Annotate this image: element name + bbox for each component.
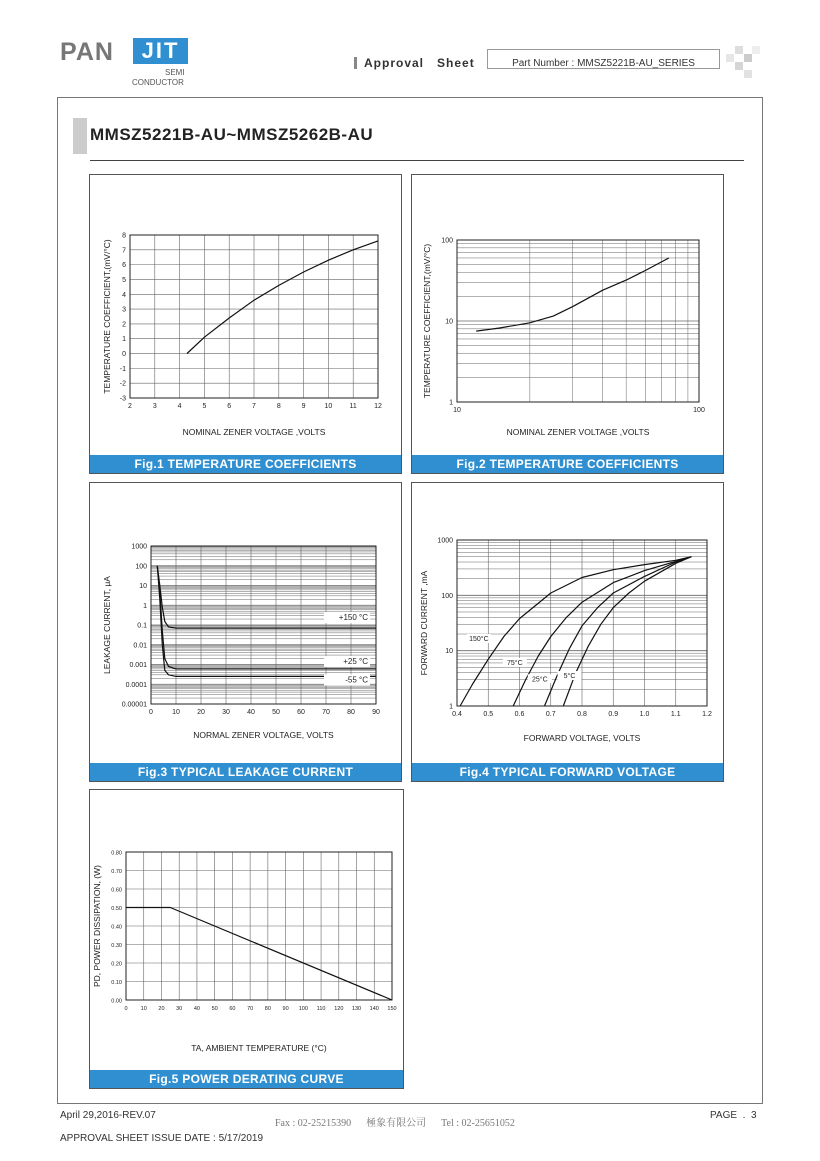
fig5-ytick-label: 0.10 <box>111 980 122 986</box>
fig3-ytick-label: 1 <box>143 602 147 610</box>
fig1-ytick-label: -2 <box>119 380 126 388</box>
footer-page-number: PAGE . 3 <box>710 1110 757 1121</box>
fig2-caption: Fig.2 TEMPERATURE COEFFICIENTS <box>412 455 723 473</box>
fig1-xtick-label: 5 <box>202 403 207 410</box>
fig4-xtick-label: 1.1 <box>670 711 681 718</box>
fig1-chart <box>90 175 401 455</box>
fig2-xaxis-label: NOMINAL ZENER VOLTAGE ,VOLTS <box>506 427 650 437</box>
fig2-grid <box>457 240 699 402</box>
fig4-series-label: 25°C <box>531 676 548 684</box>
fig1-xtick-label: 12 <box>374 403 382 410</box>
fig4-xtick-label: 0.5 <box>483 711 494 718</box>
fig2-yaxis-label: TEMPERATURE COEFFICIENT,(mV/°C) <box>422 243 432 399</box>
fig5-grid <box>126 852 392 1000</box>
fig2-panel <box>411 174 724 474</box>
fig3-panel <box>89 482 402 782</box>
fig5-xtick-label: 130 <box>351 1006 362 1012</box>
fig3-ytick-label: 0.00001 <box>121 701 147 709</box>
fig4-ytick-label: 1000 <box>437 537 453 545</box>
fig3-xtick-label: 40 <box>247 709 255 716</box>
fig5-xtick-label: 90 <box>282 1006 289 1012</box>
logo-conductor: CONDUCTOR <box>132 78 184 87</box>
fig1-xaxis-label: NOMINAL ZENER VOLTAGE ,VOLTS <box>182 427 326 437</box>
fig3-caption: Fig.3 TYPICAL LEAKAGE CURRENT <box>90 763 401 781</box>
fig4-series-label: 75°C <box>506 660 523 668</box>
fig1-ytick-label: -1 <box>119 365 126 373</box>
fig1-ytick-label: 5 <box>122 276 126 284</box>
fig1-xtick-label: 6 <box>227 403 232 410</box>
fig4-series-line-3 <box>563 557 691 706</box>
fig1-ytick-label: 0 <box>122 351 126 359</box>
fig1-xtick-label: 4 <box>177 403 182 410</box>
fig1-xtick-label: 2 <box>128 403 132 410</box>
fig1-grid <box>130 235 378 398</box>
title-marker <box>73 118 87 154</box>
fig3-chart <box>90 483 401 763</box>
fig5-ytick-label: 0.80 <box>111 850 122 857</box>
footer-contact: Fax : 02-25215390 極象有限公司 Tel : 02-25651052 <box>275 1118 515 1129</box>
fig1-ytick-label: 8 <box>122 232 126 240</box>
fig1-xtick-label: 3 <box>152 403 157 410</box>
fig1-series-line-0 <box>187 241 378 354</box>
fig4-chart <box>412 483 723 763</box>
fig1-xtick-label: 11 <box>349 403 357 410</box>
fig1-ytick-label: 6 <box>122 262 126 270</box>
footer-date-rev: April 29,2016-REV.07 <box>60 1110 156 1121</box>
fig1-caption: Fig.1 TEMPERATURE COEFFICIENTS <box>90 455 401 473</box>
fig1-ytick-label: 3 <box>122 306 126 314</box>
fig4-series-label: 5°C <box>563 673 576 681</box>
fig3-ytick-label: 0.0001 <box>125 681 147 689</box>
fig4-ytick-label: 10 <box>445 648 453 656</box>
logo-pan: PAN <box>60 38 114 66</box>
fig4-series-line-0 <box>460 557 691 706</box>
fig5-ytick-label: 0.00 <box>111 998 122 1005</box>
logo-semi: SEMI <box>165 68 185 77</box>
fig3-ytick-label: 0.001 <box>129 662 147 669</box>
fig5-caption: Fig.5 POWER DERATING CURVE <box>90 1070 403 1088</box>
fig5-ytick-label: 0.20 <box>111 961 122 968</box>
fig5-xtick-label: 50 <box>211 1006 218 1012</box>
fig4-series-label: 150°C <box>469 635 489 643</box>
fig5-yaxis-label: PD, POWER DISSIPATION, (W) <box>92 865 102 987</box>
fig1-xtick-label: 7 <box>252 403 256 410</box>
fig4-ytick-label: 100 <box>441 592 453 600</box>
fig5-ytick-label: 0.70 <box>111 869 122 875</box>
fig5-xtick-label: 100 <box>298 1006 308 1012</box>
fig1-ytick-label: 7 <box>122 247 126 255</box>
fig5-xtick-label: 40 <box>193 1006 200 1012</box>
title-rule <box>90 160 744 161</box>
fig4-xtick-label: 0.9 <box>608 711 619 718</box>
fig5-ytick-label: 0.30 <box>111 943 122 949</box>
fig3-xtick-label: 60 <box>297 709 305 716</box>
fig2-xtick-label: 10 <box>453 407 461 414</box>
fig5-ytick-label: 0.60 <box>111 887 122 894</box>
fig5-xtick-label: 60 <box>229 1006 236 1012</box>
fig1-ytick-label: 4 <box>122 291 126 299</box>
fig5-ytick-label: 0.40 <box>111 924 122 931</box>
fig5-series-line-0 <box>126 908 392 1001</box>
fig3-yaxis-label: LEAKAGE CURRENT, μA <box>102 576 112 674</box>
fig1-yaxis-label: TEMPERATURE COEFFICIENT,(mV/°C) <box>102 239 112 394</box>
fig3-ytick-label: 0.1 <box>137 622 147 630</box>
fig3-series-label: -55 °C <box>345 675 368 685</box>
fig1-panel <box>89 174 402 474</box>
fig5-xaxis-label: TA, AMBIENT TEMPERATURE (°C) <box>191 1043 327 1053</box>
approval-bar <box>354 57 357 69</box>
fig4-panel <box>411 482 724 782</box>
fig1-xtick-label: 8 <box>276 403 281 410</box>
fig4-xtick-label: 0.7 <box>545 711 556 718</box>
fig3-xtick-label: 20 <box>197 709 205 716</box>
fig2-ytick-label: 10 <box>445 318 453 326</box>
fig4-xtick-label: 1.2 <box>702 711 712 718</box>
fig3-xtick-label: 30 <box>222 709 230 716</box>
part-number-box: Part Number : MMSZ5221B-AU_SERIES <box>487 49 720 69</box>
fig5-xtick-label: 70 <box>247 1006 254 1012</box>
logo-jit: JIT <box>133 38 188 64</box>
fig3-ytick-label: 10 <box>139 583 147 590</box>
fig5-xtick-label: 30 <box>176 1006 183 1012</box>
fig5-xtick-label: 0 <box>124 1006 128 1012</box>
fig2-ytick-label: 100 <box>441 237 453 245</box>
fig4-series-line-2 <box>545 557 692 706</box>
fig1-ytick-label: 2 <box>122 321 126 329</box>
approval-sheet-label: Approval Sheet <box>364 56 475 70</box>
fig3-ytick-label: 0.01 <box>133 642 147 650</box>
fig4-yaxis-label: FORWARD CURRENT ,mA <box>419 570 429 676</box>
fig1-ytick-label: -3 <box>119 395 126 403</box>
fig5-xtick-label: 140 <box>369 1006 379 1012</box>
fig3-xaxis-label: NORMAL ZENER VOLTAGE, VOLTS <box>193 730 334 740</box>
fig5-chart <box>90 790 403 1070</box>
fig3-xtick-label: 80 <box>347 709 355 716</box>
fig5-xtick-label: 10 <box>140 1006 147 1012</box>
fig3-xtick-label: 0 <box>149 709 153 716</box>
page-title: MMSZ5221B-AU~MMSZ5262B-AU <box>90 125 374 144</box>
fig4-ytick-label: 1 <box>449 703 453 711</box>
fig5-ytick-label: 0.50 <box>111 906 122 912</box>
fig3-xtick-label: 10 <box>172 709 180 716</box>
fig3-ytick-label: 100 <box>135 563 147 571</box>
fig1-xtick-label: 9 <box>301 403 306 410</box>
fig1-xtick-label: 10 <box>324 403 333 410</box>
fig2-chart <box>412 175 723 455</box>
footer-issue-date: APPROVAL SHEET ISSUE DATE : 5/17/2019 <box>60 1133 264 1144</box>
fig4-series-line-1 <box>513 557 691 706</box>
fig5-xtick-label: 150 <box>387 1006 397 1012</box>
fig3-xtick-label: 90 <box>372 709 380 716</box>
fig5-xtick-label: 110 <box>316 1006 326 1012</box>
fig3-ytick-label: 1000 <box>131 543 147 551</box>
fig2-xtick-label: 100 <box>693 407 705 414</box>
fig3-xtick-label: 50 <box>272 709 280 716</box>
fig5-xtick-label: 80 <box>264 1006 271 1012</box>
fig4-xtick-label: 0.8 <box>577 711 587 718</box>
fig4-caption: Fig.4 TYPICAL FORWARD VOLTAGE <box>412 763 723 781</box>
fig2-ytick-label: 1 <box>449 399 453 407</box>
fig3-series-label: +150 °C <box>338 613 368 623</box>
fig5-panel <box>89 789 404 1089</box>
fig4-xtick-label: 0.4 <box>452 711 462 718</box>
fig5-xtick-label: 20 <box>158 1006 165 1012</box>
fig3-xtick-label: 70 <box>322 709 330 716</box>
fig5-xtick-label: 120 <box>334 1006 344 1012</box>
fig3-series-label: +25 °C <box>343 656 368 666</box>
fig1-ytick-label: 1 <box>122 336 126 344</box>
fig4-xtick-label: 1.0 <box>639 711 650 718</box>
fig4-xtick-label: 0.6 <box>514 711 525 718</box>
fig4-xaxis-label: FORWARD VOLTAGE, VOLTS <box>523 733 641 743</box>
